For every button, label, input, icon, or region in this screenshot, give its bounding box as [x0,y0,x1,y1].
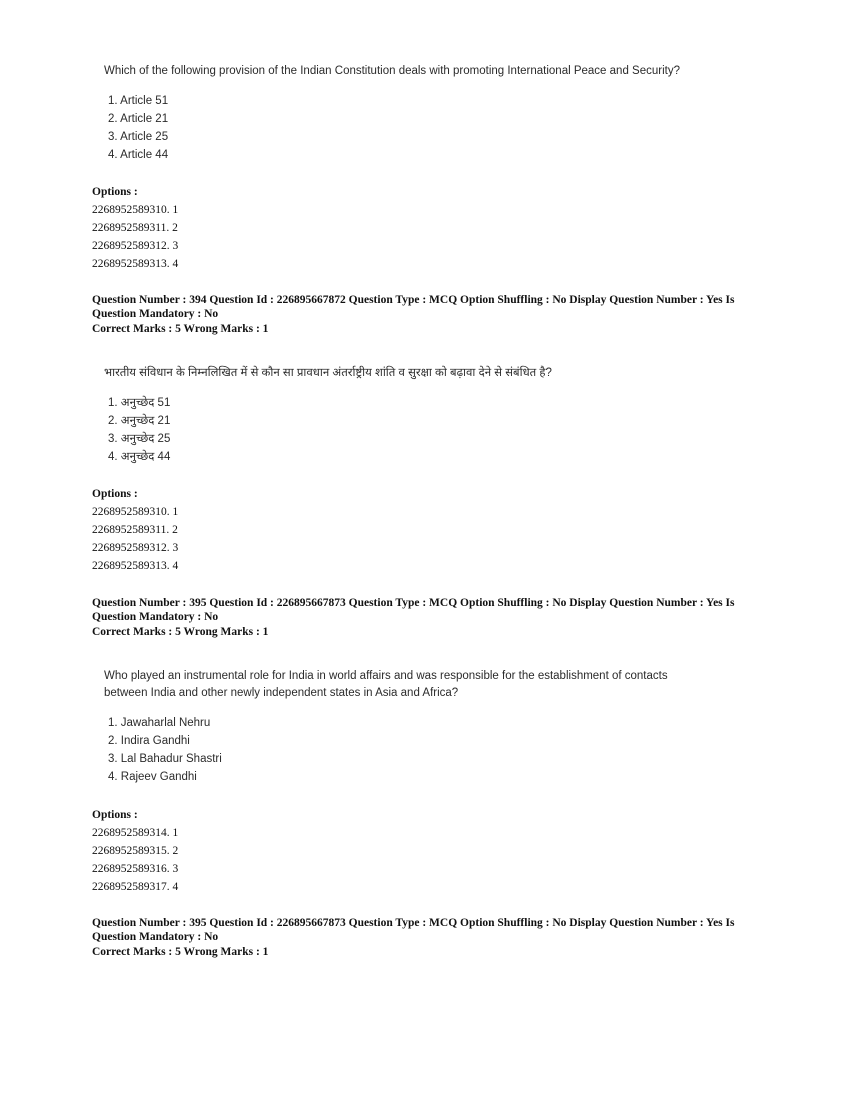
choice-item: 3. Article 25 [108,131,169,143]
option-row: 2268952589310. 1 [92,204,179,216]
option-row: 2268952589314. 1 [92,827,179,839]
option-row: 2268952589313. 4 [92,560,179,572]
choice-item: 2. अनुच्छेद 21 [108,415,171,427]
question-meta-text: Question Number : 395 Question Id : 226895667873 Question Type : MCQ Option Shuffling : No Display Question Number : Yes Is Question Mandatory : No [92,597,735,623]
choice-list [108,394,170,466]
option-row: 2268952589311. 2 [92,524,178,536]
choice-list [108,92,168,164]
question-meta [92,917,772,960]
option-row: 2268952589313. 4 [92,258,179,270]
options-label: Options : [92,809,138,821]
option-row: 2268952589315. 2 [92,845,179,857]
question-text [104,668,744,702]
option-row: 2268952589312. 3 [92,240,179,252]
question-text-line: between India and other newly independent states in Asia and Africa? [104,687,459,699]
choice-item: 2. Indira Gandhi [108,735,190,747]
question-text-line: Who played an instrumental role for India in world affairs and was responsible for the establishment of contacts [104,670,668,682]
choice-item: 1. अनुच्छेद 51 [108,397,171,409]
choice-item: 1. Jawaharlal Nehru [108,717,211,729]
choice-item: 3. Lal Bahadur Shastri [108,753,222,765]
question-meta [92,597,772,640]
choice-item: 2. Article 21 [108,113,169,125]
question-meta-text: Question Number : 394 Question Id : 226895667872 Question Type : MCQ Option Shuffling : No Display Question Number : Yes Is Question Mandatory : No [92,294,735,320]
choice-item: 4. Article 44 [108,149,169,161]
question-meta-text: Question Number : 395 Question Id : 226895667873 Question Type : MCQ Option Shuffling : No Display Question Number : Yes Is Question Mandatory : No [92,917,735,943]
choice-item: 3. अनुच्छेद 25 [108,433,171,445]
option-row: 2268952589317. 4 [92,881,179,893]
options-block [92,806,178,896]
options-block [92,183,178,273]
choice-item: 4. Rajeev Gandhi [108,771,197,783]
option-row: 2268952589312. 3 [92,542,179,554]
choice-list [108,714,222,786]
option-row: 2268952589311. 2 [92,222,178,234]
choice-item: 1. Article 51 [108,95,169,107]
marks-text: Correct Marks : 5 Wrong Marks : 1 [92,323,269,335]
question-text: Which of the following provision of the Indian Constitution deals with promoting International Peace and Security? [104,65,680,77]
option-row: 2268952589310. 1 [92,506,179,518]
options-label: Options : [92,488,138,500]
question-meta [92,294,772,337]
marks-text: Correct Marks : 5 Wrong Marks : 1 [92,626,269,638]
choice-item: 4. अनुच्छेद 44 [108,451,171,463]
options-block [92,485,178,575]
question-text: भारतीय संविधान के निम्नलिखित में से कौन सा प्रावधान अंतर्राष्ट्रीय शांति व सुरक्षा को बढ़ावा देने से संबंधित है? [104,367,552,379]
options-label: Options : [92,186,138,198]
option-row: 2268952589316. 3 [92,863,179,875]
marks-text: Correct Marks : 5 Wrong Marks : 1 [92,946,269,958]
